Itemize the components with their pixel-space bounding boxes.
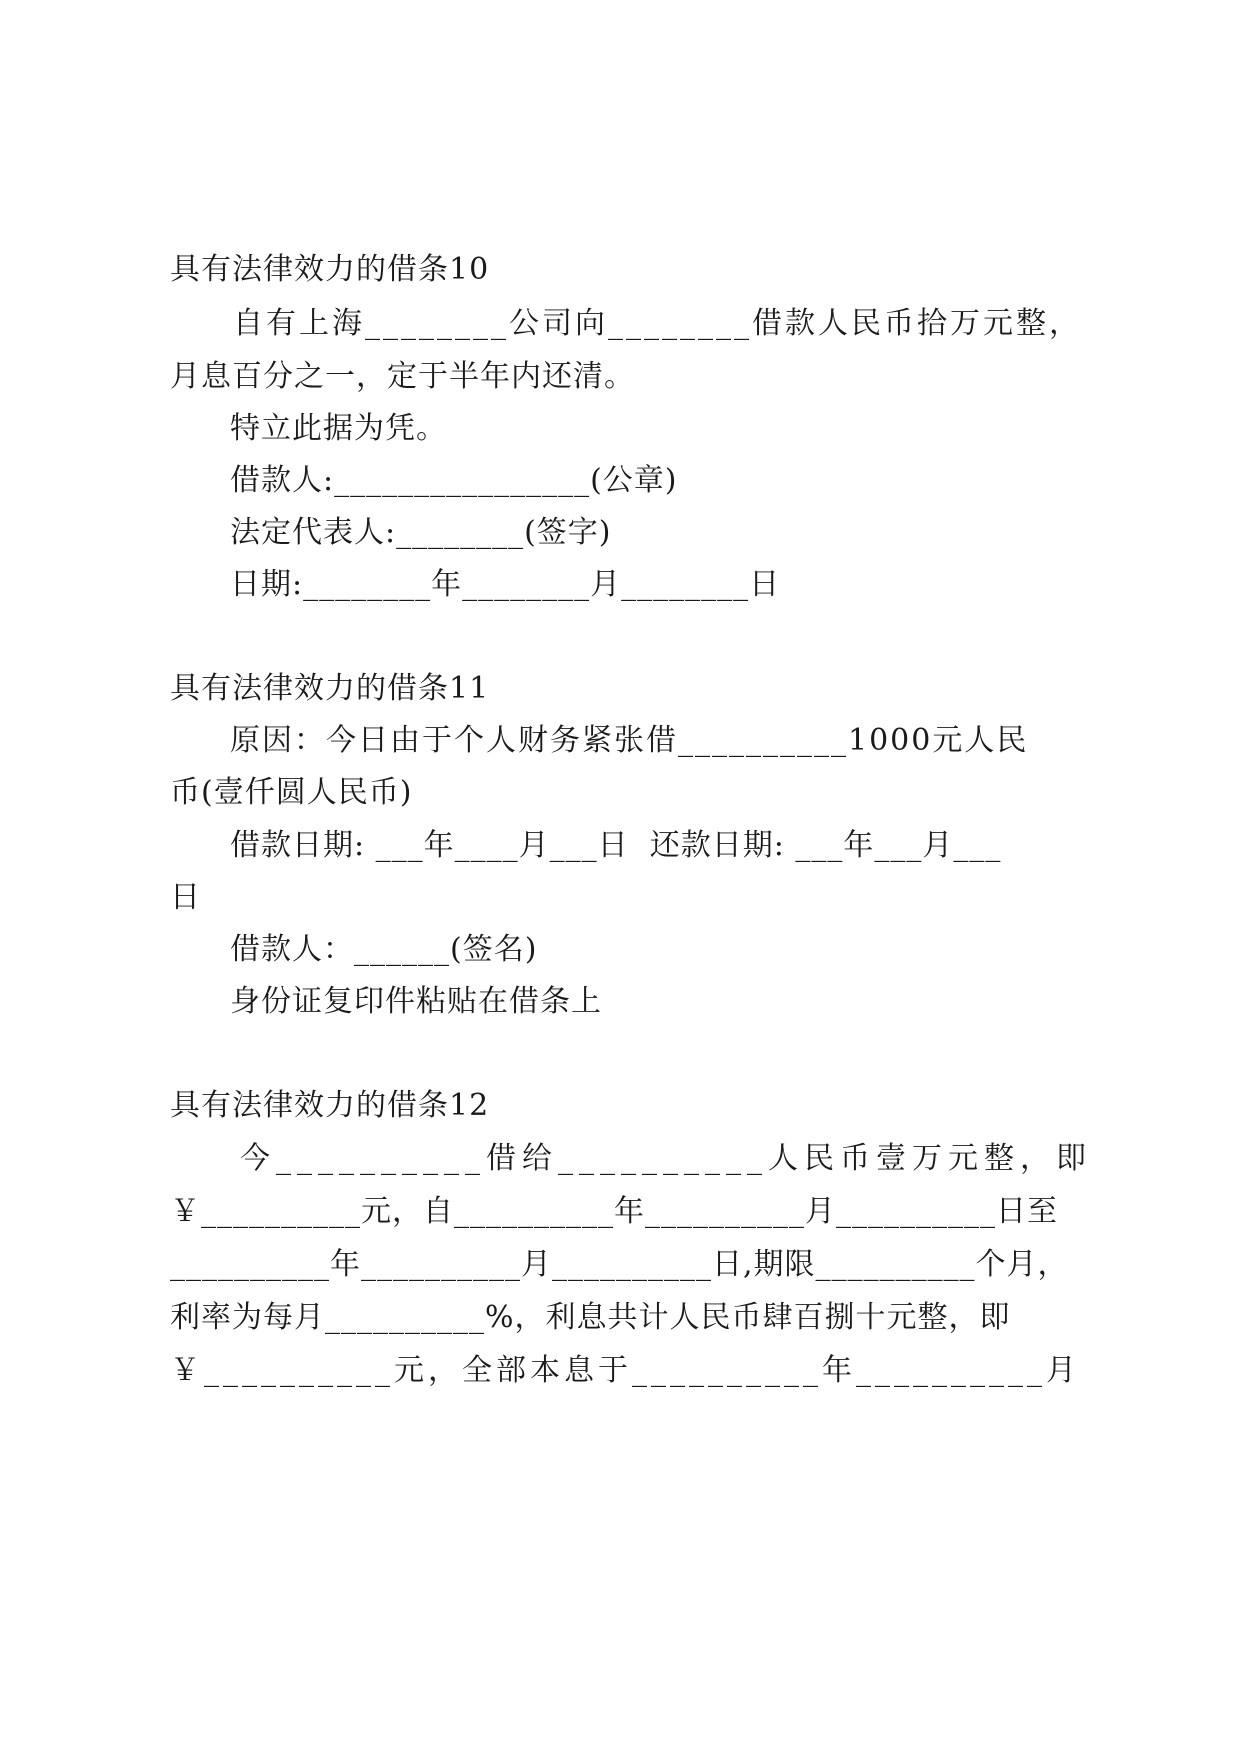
section-10-borrower: 借款人:________________(公章) [230,463,678,498]
section-12-line-5: ￥__________元，全部本息于__________年__________月 [170,1353,1080,1388]
section-12-line-2: ￥__________元，自__________年__________月__________日至 [170,1194,1058,1229]
section-11-borrower: 借款人：______(签名) [230,932,538,967]
section-12-line-4: 利率为每月__________%，利息共计人民币肆百捌十元整，即 [170,1300,1011,1335]
section-10-line-2: 月息百分之一，定于半年内还清。 [170,359,635,394]
section-title-11: 具有法律效力的借条11 [170,671,490,706]
section-10-date: 日期:________年________月________日 [230,567,781,602]
section-title-10: 具有法律效力的借条10 [170,252,490,287]
section-10-legal-rep: 法定代表人:________(签字) [230,515,612,550]
section-title-12: 具有法律效力的借条12 [170,1088,490,1123]
section-10-line-3: 特立此据为凭。 [230,411,447,446]
section-12-line-3: __________年__________月__________日,期限__________个月， [170,1247,1069,1282]
section-11-dates: 借款日期: ___年____月___日 还款日期: ___年___月___ [230,828,1002,863]
section-11-id-note: 身份证复印件粘贴在借条上 [230,984,602,1019]
section-12-line-1: 今__________借给__________人民币壹万元整，即 [240,1141,1092,1176]
section-11-line-4: 日 [170,880,201,915]
section-11-line-2: 币(壹仟圆人民币) [170,775,413,810]
section-10-line-1: 自有上海________公司向________借款人民币拾万元整， [233,306,1082,341]
section-11-line-1: 原因：今日由于个人财务紧张借__________1000元人民 [230,723,1029,758]
